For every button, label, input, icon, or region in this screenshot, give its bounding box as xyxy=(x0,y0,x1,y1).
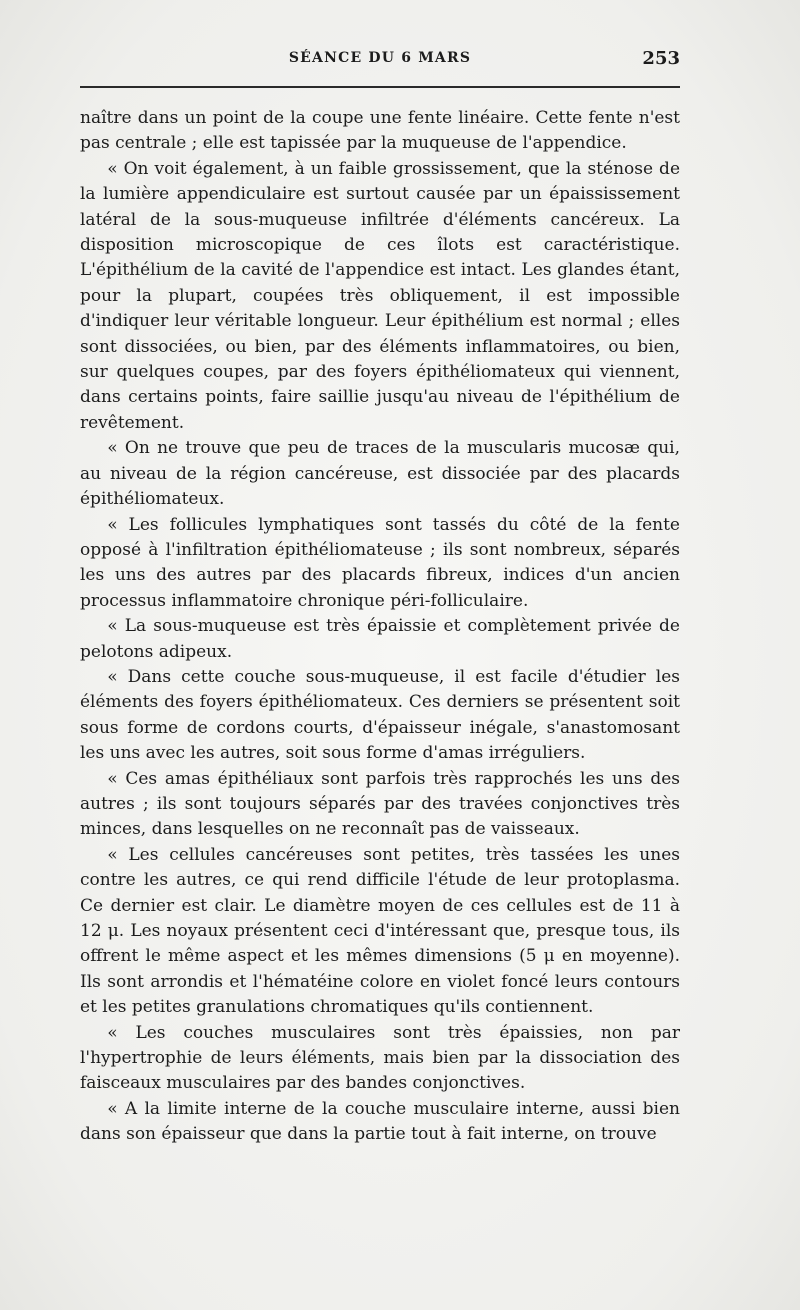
header-rule xyxy=(80,86,680,88)
paragraph-8: « Les cellules cancéreuses sont petites, très tassées les unes contre les autres, ce qui rend difficile l'étude de leur protoplasma. Ce dernier est clair. Le diamètre moyen de ces cellules est de 11 à 12 μ. Les noyaux présentent ceci d'intéressant que, presque tous, ils offrent le même aspect et les mêmes dimensions (5 μ en moyenne). Ils sont arrondis et l'hématéine colore en violet foncé leurs contours et les petites granulations chromatiques qu'ils contiennent. xyxy=(80,844,680,1018)
paragraph-1: naître dans un point de la coupe une fente linéaire. Cette fente n'est pas centrale ; elle est tapissée par la muqueuse de l'appendice. xyxy=(80,108,680,154)
paragraph-5: « La sous-muqueuse est très épaissie et complètement privée de pelotons adipeux. xyxy=(80,616,680,662)
page-header xyxy=(80,48,680,76)
running-head: SÉANCE DU 6 MARS xyxy=(288,50,472,66)
paragraph-9: « Les couches musculaires sont très épaissies, non par l'hypertrophie de leurs éléments, mais bien par la dissociation des faisceaux musculaires par des bandes conjonctives. xyxy=(80,1022,680,1094)
paragraph-3: « On ne trouve que peu de traces de la muscularis mucosæ qui, au niveau de la région cancéreuse, est dissociée par des placards épithéliomateux. xyxy=(80,438,680,510)
paragraph-10: « A la limite interne de la couche musculaire interne, aussi bien dans son épaisseur que dans la partie tout à fait interne, on trouve xyxy=(80,1098,680,1145)
paragraph-6: « Dans cette couche sous-muqueuse, il est facile d'étudier les éléments des foyers épithéliomateux. Ces derniers se présentent soit sous forme de cordons courts, d'épaisseur inégale, s'anastomosant les uns avec les autres, soit sous forme d'amas irréguliers. xyxy=(80,666,680,764)
paragraph-2: « On voit également, à un faible grossissement, que la sténose de la lumière appendiculaire est surtout causée par un épaississement latéral de la sous-muqueuse infiltrée d'éléments cancéreux. La disposition microscopique de ces îlots est caractéristique. L'épithélium de la cavité de l'appendice est intact. Les glandes étant, pour la plupart, coupées très obliquement, il est impossible d'indiquer leur véritable longueur. Leur épithélium est normal ; elles sont dissociées, ou bien, par des éléments inflammatoires, ou bien, sur quelques coupes, par des foyers épithéliomateux qui viennent, dans certains points, faire saillie jusqu'au niveau de l'épithélium de revêtement. xyxy=(80,158,680,433)
paragraph-4: « Les follicules lymphatiques sont tassés du côté de la fente opposé à l'infiltration épithéliomateuse ; ils sont nombreux, séparés les uns des autres par des placards fibreux, indices d'un ancien processus inflammatoire chronique péri-folliculaire. xyxy=(80,514,680,611)
page-number: 253 xyxy=(642,48,680,69)
paragraph-7: « Ces amas épithéliaux sont parfois très rapprochés les uns des autres ; ils sont toujours séparés par des travées conjonctives très minces, dans lesquelles on ne reconnaît pas de vaisseaux. xyxy=(80,768,680,840)
body-text xyxy=(80,106,680,1148)
